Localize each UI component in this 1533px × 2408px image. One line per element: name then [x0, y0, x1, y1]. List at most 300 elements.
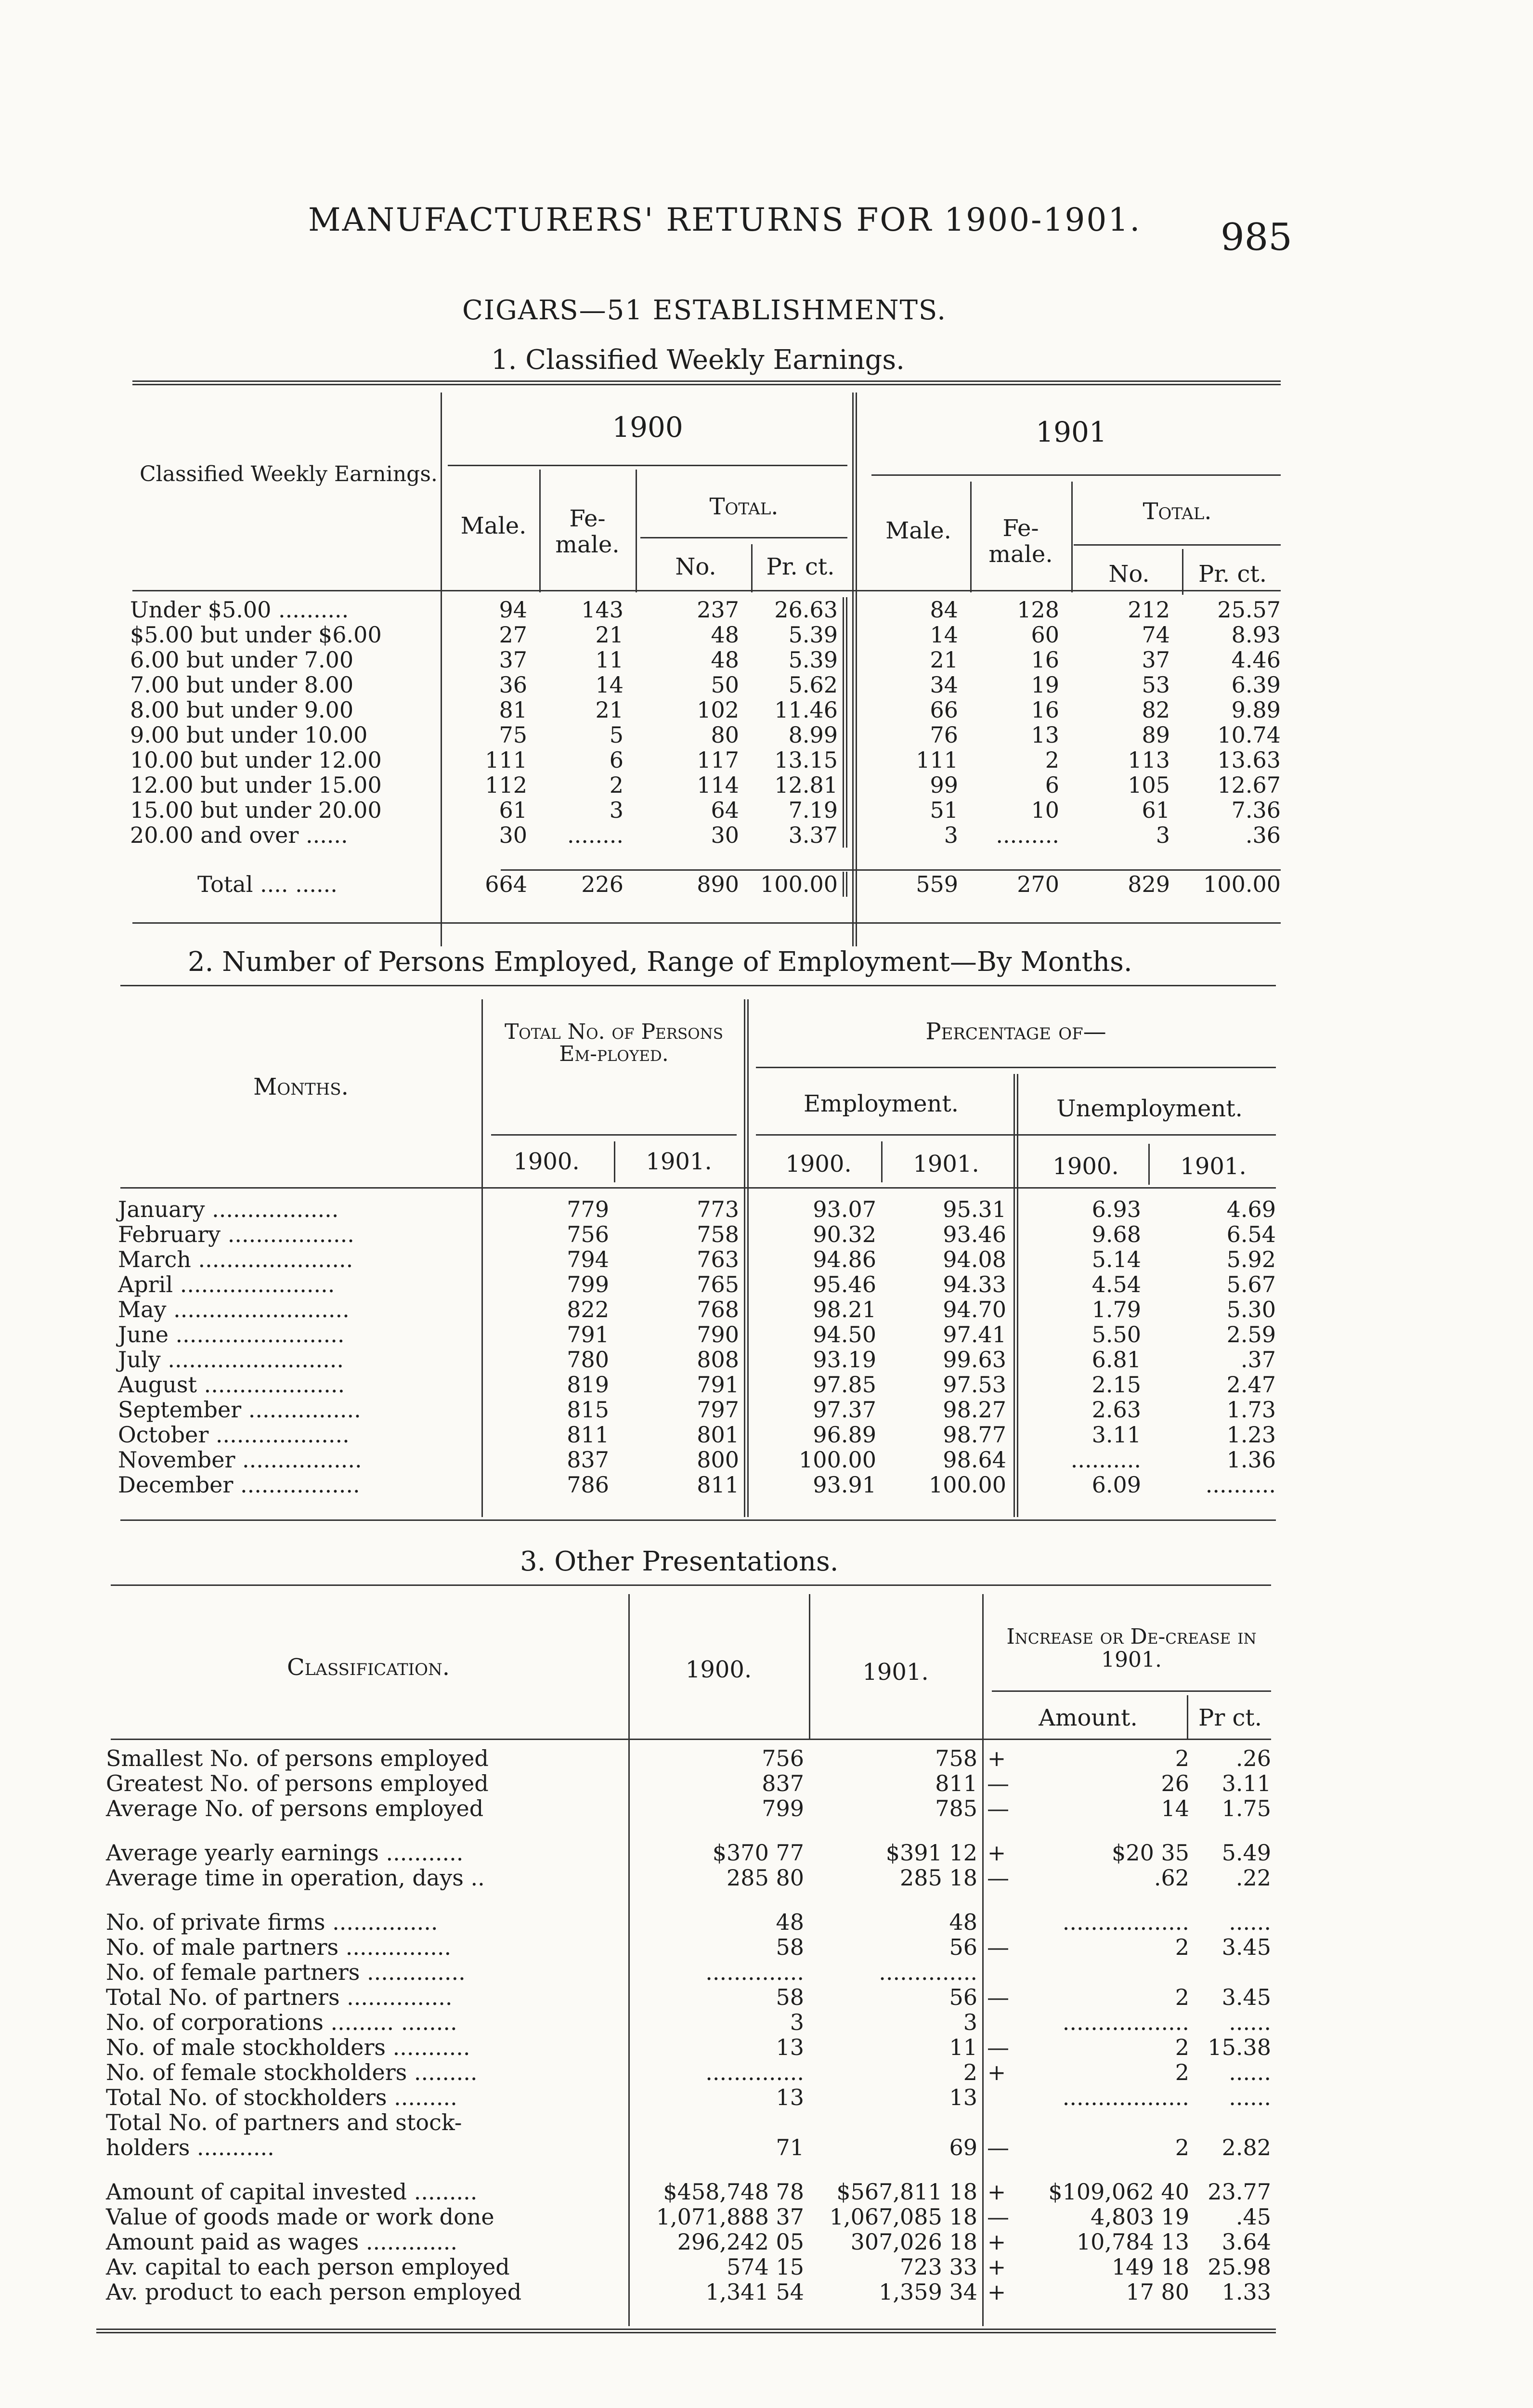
- table-cell: $458,748 78: [663, 2179, 804, 2204]
- table-row: [101, 2204, 1276, 2229]
- table-cell: 97.37: [813, 1397, 876, 1422]
- table-row: [101, 2085, 1276, 2110]
- table1-male-header: Male.: [885, 517, 951, 544]
- table-row: [101, 2010, 1276, 2035]
- table-row: [113, 1472, 1281, 1497]
- table2-stub-header: Months.: [253, 1073, 349, 1100]
- table3-1901-header: 1901.: [862, 1659, 929, 1686]
- table-cell: ..................: [1062, 2085, 1189, 2110]
- table-cell: 16: [1031, 647, 1059, 672]
- table-cell: 94.86: [813, 1247, 876, 1272]
- table-cell: 48: [711, 622, 739, 647]
- table-cell: 94.50: [813, 1322, 876, 1347]
- row-label: Av. product to each person employed: [106, 2279, 522, 2304]
- table-row: [101, 2179, 1276, 2204]
- table-cell: [1194, 1960, 1276, 1985]
- table2-unemployment-header: Unemployment.: [1056, 1095, 1243, 1122]
- table2-header-rule: [491, 1134, 737, 1136]
- table-cell: 97.85: [813, 1372, 876, 1397]
- table-cell: 21: [930, 647, 958, 672]
- table-cell: 768: [697, 1297, 739, 1322]
- table-cell: 89: [1142, 722, 1170, 747]
- table-cell: 758: [697, 1222, 739, 1247]
- table-cell: 237: [697, 597, 739, 622]
- table1-no-header: No.: [675, 553, 716, 580]
- row-label: Total .... ......: [197, 872, 338, 897]
- table-cell: 100.00: [799, 1447, 876, 1472]
- table-cell: 13: [1031, 722, 1059, 747]
- table-cell: 97.41: [943, 1322, 1006, 1347]
- table-cell: 791: [697, 1372, 739, 1397]
- table-cell: 105: [1128, 772, 1170, 798]
- table-cell: 34: [930, 672, 958, 697]
- table-cell: 10.74: [1217, 722, 1281, 747]
- row-label: 8.00 but under 9.00: [130, 697, 354, 722]
- table-cell: 13.63: [1217, 747, 1281, 772]
- table-cell: [1011, 1960, 1194, 1985]
- row-label: February ..................: [118, 1222, 354, 1247]
- table-cell: 785: [935, 1796, 977, 1821]
- table2-1900-header: 1900.: [513, 1148, 580, 1175]
- table1-year-1900: 1900: [612, 411, 683, 444]
- table1-header-rule: [448, 465, 847, 466]
- table-cell: 94.08: [943, 1247, 1006, 1272]
- row-label: Average No. of persons employed: [106, 1796, 484, 1821]
- sign-cell: —: [987, 1935, 1009, 1960]
- table-cell: 19: [1031, 672, 1059, 697]
- table-cell: .36: [1245, 823, 1281, 848]
- table-cell: 819: [567, 1372, 609, 1397]
- table-cell: 11.46: [744, 697, 845, 722]
- table1-top-rule: [132, 380, 1281, 385]
- table1-header-rule: [871, 474, 1281, 476]
- table-cell: 2: [1175, 1935, 1189, 1960]
- table1-body: [125, 597, 1286, 897]
- spacer-row: [101, 1821, 1276, 1840]
- sign-cell: [982, 1960, 1011, 1985]
- table-cell: 5: [609, 722, 624, 747]
- table-row: [113, 1447, 1281, 1472]
- table-cell: ......: [1229, 2010, 1271, 2035]
- table-cell: 14: [930, 622, 958, 647]
- table-row: [113, 1372, 1281, 1397]
- table-row: [113, 1247, 1281, 1272]
- table-cell: 7.36: [1231, 798, 1281, 823]
- table-cell: 4.46: [1231, 647, 1281, 672]
- table-row: [101, 2060, 1276, 2085]
- table-cell: 53: [1142, 672, 1170, 697]
- table-cell: ......: [1229, 2060, 1271, 2085]
- table-cell: 56: [949, 1985, 977, 2010]
- table-cell: 48: [711, 647, 739, 672]
- table-cell: 5.14: [1091, 1247, 1141, 1272]
- table-cell: 111: [485, 747, 527, 772]
- sign-cell: +: [987, 1746, 1006, 1771]
- table-cell: 64: [711, 798, 739, 823]
- table-cell: 94.70: [943, 1297, 1006, 1322]
- table-cell: 26: [1161, 1771, 1189, 1796]
- sign-cell: +: [987, 2179, 1006, 2204]
- table-row: [101, 1840, 1276, 1865]
- sign-cell: —: [987, 1985, 1009, 2010]
- table-cell: 111: [916, 747, 958, 772]
- table-row: [125, 722, 1286, 747]
- table-cell: 285 80: [727, 1865, 804, 1890]
- table-row: [113, 1197, 1281, 1222]
- table1-female-header: Fe-male.: [988, 515, 1053, 568]
- table-cell: 5.39: [744, 622, 845, 647]
- table-row: [125, 672, 1286, 697]
- table-cell: 4,803 19: [1091, 2204, 1189, 2229]
- table-cell: 6.09: [1091, 1472, 1141, 1497]
- table1-prct-header: Pr. ct.: [1198, 561, 1267, 588]
- table-cell: 756: [762, 1746, 804, 1771]
- table-cell: 2: [1175, 2035, 1189, 2060]
- table-cell: 11: [595, 647, 624, 672]
- table-cell: 11: [949, 2035, 977, 2060]
- table-cell: 3.64: [1221, 2229, 1271, 2254]
- table-cell: 3.11: [1091, 1422, 1141, 1447]
- table-cell: 15.38: [1208, 2035, 1271, 2060]
- table-cell: 5.62: [744, 672, 845, 697]
- table-cell: 3: [790, 2010, 804, 2035]
- table-row: [101, 2110, 1276, 2135]
- table3-title: 3. Other Presentations.: [520, 1546, 839, 1577]
- sign-cell: +: [987, 2279, 1006, 2304]
- row-label: January ..................: [118, 1197, 339, 1222]
- sign-cell: +: [987, 2060, 1006, 2085]
- table-cell: 1.75: [1221, 1796, 1271, 1821]
- row-label: Total No. of partners ...............: [106, 1985, 453, 2010]
- table2-header-rule: [756, 1134, 1276, 1136]
- sign-cell: —: [987, 1796, 1009, 1821]
- table-cell: 3: [609, 798, 624, 823]
- table-cell: 2: [609, 772, 624, 798]
- table-cell: 94.33: [943, 1272, 1006, 1297]
- table2-body: [113, 1197, 1281, 1497]
- row-label: April ......................: [118, 1272, 335, 1297]
- table1-header-divider: [1182, 549, 1183, 595]
- row-label: May .........................: [118, 1297, 350, 1322]
- table1-bottom-rule: [132, 922, 1281, 924]
- table-cell: 16: [1031, 697, 1059, 722]
- table1-header-divider: [970, 482, 972, 592]
- table-cell: 801: [697, 1422, 739, 1447]
- table1-title: 1. Classified Weekly Earnings.: [491, 344, 905, 376]
- table-cell: 890: [697, 872, 739, 897]
- table-cell: 81: [499, 697, 527, 722]
- table2-header-divider: [881, 1141, 883, 1182]
- table-cell: 75: [499, 722, 527, 747]
- sign-cell: [982, 1910, 1011, 1935]
- table1-header-rule: [640, 537, 847, 538]
- table-row: [125, 747, 1286, 772]
- table-cell: 3: [963, 2010, 977, 2035]
- table-cell: 837: [762, 1771, 804, 1796]
- table-cell: 26.63: [744, 597, 845, 622]
- table-cell: 811: [935, 1771, 977, 1796]
- sign-cell: +: [987, 2254, 1006, 2279]
- table-cell: 93.19: [813, 1347, 876, 1372]
- spacer-row: [125, 848, 1286, 872]
- table-cell: 61: [1142, 798, 1170, 823]
- sign-cell: —: [987, 2135, 1009, 2160]
- table-cell: 5.50: [1091, 1322, 1141, 1347]
- table-row: [125, 697, 1286, 722]
- table-cell: 285 18: [900, 1865, 977, 1890]
- table-row: [125, 823, 1286, 848]
- table-cell: 117: [697, 747, 739, 772]
- table-cell: 6: [1045, 772, 1059, 798]
- table3-amount-header: Amount.: [1039, 1704, 1138, 1731]
- row-label: 7.00 but under 8.00: [130, 672, 354, 697]
- table2-employment-header: Employment.: [803, 1090, 959, 1117]
- table-cell: ..............: [705, 1960, 804, 1985]
- table2-1901-header: 1901.: [1180, 1153, 1247, 1180]
- table-cell: 14: [595, 672, 624, 697]
- table-cell: 6.93: [1091, 1197, 1141, 1222]
- row-label: Under $5.00 ..........: [130, 597, 349, 622]
- row-label: June ........................: [118, 1322, 345, 1347]
- table-cell: .22: [1235, 1865, 1271, 1890]
- table3-body: [101, 1746, 1276, 2304]
- table-cell: [1194, 2110, 1276, 2135]
- row-label: August ....................: [118, 1372, 345, 1397]
- table-row: [101, 1771, 1276, 1796]
- table-cell: 1.23: [1226, 1422, 1276, 1447]
- sign-cell: +: [987, 1840, 1006, 1865]
- row-label: November .................: [118, 1447, 362, 1472]
- table-cell: 799: [762, 1796, 804, 1821]
- table-cell: 61: [499, 798, 527, 823]
- table-cell: 12.67: [1217, 772, 1281, 798]
- table-row: [113, 1297, 1281, 1322]
- row-label: Total No. of stockholders .........: [106, 2085, 457, 2110]
- table1-total-rule: [501, 869, 1281, 871]
- table3-header-divider: [1187, 1695, 1188, 1739]
- table-cell: [626, 2110, 809, 2135]
- table3-header-rule: [992, 1690, 1271, 1692]
- table2-title: 2. Number of Persons Employed, Range of Employment—By Months.: [188, 946, 1132, 978]
- row-label: 10.00 but under 12.00: [130, 747, 382, 772]
- table-row: [101, 2254, 1276, 2279]
- table3-header-bottom-rule: [111, 1739, 1271, 1740]
- table1-stub-header: Classified Weekly Earnings.: [140, 462, 438, 486]
- table-row: [113, 1422, 1281, 1447]
- table-cell: 93.07: [813, 1197, 876, 1222]
- table-cell: 143: [581, 597, 624, 622]
- sign-cell: [982, 2085, 1011, 2110]
- table-cell: 99: [930, 772, 958, 798]
- row-label: Av. capital to each person employed: [106, 2254, 510, 2279]
- table-cell: 48: [949, 1910, 977, 1935]
- table-cell: 95.31: [943, 1197, 1006, 1222]
- table-cell: 794: [567, 1247, 609, 1272]
- table2-bottom-rule: [120, 1519, 1276, 1521]
- table-cell: 3.11: [1221, 1771, 1271, 1796]
- table-row: [125, 647, 1286, 672]
- table-cell: 797: [697, 1397, 739, 1422]
- table-row: [101, 1865, 1276, 1890]
- table-cell: .........: [996, 823, 1059, 848]
- table-row: [101, 1910, 1276, 1935]
- table-cell: 5.67: [1226, 1272, 1276, 1297]
- table-cell: 6: [609, 747, 624, 772]
- table-cell: 69: [949, 2135, 977, 2160]
- spacer-row: [101, 1890, 1276, 1910]
- table-cell: 756: [567, 1222, 609, 1247]
- table-row: [101, 1960, 1276, 1985]
- row-label: Average yearly earnings ...........: [106, 1840, 464, 1865]
- table1-total-header: Total.: [1143, 498, 1212, 525]
- table-cell: $20 35: [1112, 1840, 1189, 1865]
- table-cell: ..........: [1205, 1472, 1276, 1497]
- row-label: Average time in operation, days ..: [106, 1865, 485, 1890]
- table2-1900-header: 1900.: [785, 1151, 852, 1178]
- table1-year-1901: 1901: [1036, 416, 1107, 448]
- row-label: No. of male stockholders ...........: [106, 2035, 470, 2060]
- row-label: Smallest No. of persons employed: [106, 1746, 489, 1771]
- table-cell: 5.49: [1221, 1840, 1271, 1865]
- table-cell: 90.32: [813, 1222, 876, 1247]
- table-cell: 76: [930, 722, 958, 747]
- table-cell: 37: [499, 647, 527, 672]
- table-cell: 8.99: [744, 722, 845, 747]
- page-number: 985: [1221, 216, 1292, 259]
- table-cell: 5.30: [1226, 1297, 1276, 1322]
- page-header-title: MANUFACTURERS' RETURNS FOR 1900-1901.: [308, 201, 1142, 238]
- table-cell: 98.64: [943, 1447, 1006, 1472]
- table3-header-divider: [809, 1594, 810, 1739]
- table-cell: 664: [485, 872, 527, 897]
- row-label: Greatest No. of persons employed: [106, 1771, 489, 1796]
- table-row: [101, 1796, 1276, 1821]
- table-cell: 4.54: [1091, 1272, 1141, 1297]
- table-row: [101, 2279, 1276, 2304]
- table-cell: 48: [776, 1910, 804, 1935]
- table-cell: $370 77: [712, 1840, 804, 1865]
- table-cell: 2.15: [1091, 1372, 1141, 1397]
- table-cell: 74: [1142, 622, 1170, 647]
- table-cell: 51: [930, 798, 958, 823]
- table-cell: 96.89: [813, 1422, 876, 1447]
- table-cell: 82: [1142, 697, 1170, 722]
- table-cell: 7.19: [744, 798, 845, 823]
- table-cell: 800: [697, 1447, 739, 1472]
- table-cell: 1.33: [1221, 2279, 1271, 2304]
- row-label: 20.00 and over ......: [130, 823, 348, 848]
- table-cell: 790: [697, 1322, 739, 1347]
- row-label: Total No. of partners and stock-: [106, 2110, 462, 2135]
- table-cell: 723 33: [900, 2254, 977, 2279]
- table-cell: 3: [1156, 823, 1170, 848]
- row-label: 9.00 but under 10.00: [130, 722, 368, 747]
- table-cell: ..................: [1062, 2010, 1189, 2035]
- table-cell: ..............: [705, 2060, 804, 2085]
- table-cell: 829: [1128, 872, 1170, 897]
- table-cell: 2.47: [1226, 1372, 1276, 1397]
- table-cell: 100.00: [744, 872, 845, 897]
- table-cell: 10,784 13: [1076, 2229, 1189, 2254]
- table-cell: 66: [930, 697, 958, 722]
- table-cell: 815: [567, 1397, 609, 1422]
- table-cell: 3.45: [1221, 1935, 1271, 1960]
- table-cell: 100.00: [1203, 872, 1281, 897]
- table-row: [125, 798, 1286, 823]
- table3-stub-header: Classification.: [287, 1654, 450, 1681]
- table-cell: 2.59: [1226, 1322, 1276, 1347]
- table-cell: 8.93: [1231, 622, 1281, 647]
- table-cell: 13: [776, 2035, 804, 2060]
- table1-header-divider: [751, 544, 753, 592]
- table-cell: 307,026 18: [850, 2229, 977, 2254]
- table-cell: 2: [1045, 747, 1059, 772]
- table-cell: 13.15: [744, 747, 845, 772]
- table1-header-rule: [1074, 544, 1281, 546]
- table-cell: 113: [1128, 747, 1170, 772]
- table2-1900-header: 1900.: [1052, 1153, 1119, 1180]
- table-cell: 94: [499, 597, 527, 622]
- table-cell: 4.69: [1226, 1197, 1276, 1222]
- row-label: March ......................: [118, 1247, 353, 1272]
- table-cell: .26: [1235, 1746, 1271, 1771]
- table-cell: 56: [949, 1935, 977, 1960]
- table-cell: 2: [1175, 2135, 1189, 2160]
- table-cell: 6.54: [1226, 1222, 1276, 1247]
- row-label: Value of goods made or work done: [106, 2204, 494, 2229]
- table-cell: 98.27: [943, 1397, 1006, 1422]
- table-cell: 2: [1175, 2060, 1189, 2085]
- table-cell: 758: [935, 1746, 977, 1771]
- table-cell: 17 80: [1126, 2279, 1189, 2304]
- table-cell: 773: [697, 1197, 739, 1222]
- table-cell: 1.79: [1091, 1297, 1141, 1322]
- table-row: [125, 772, 1286, 798]
- table-row: [113, 1347, 1281, 1372]
- table-cell: [1011, 2110, 1194, 2135]
- table-cell: 84: [930, 597, 958, 622]
- table-cell: ..........: [1070, 1447, 1141, 1472]
- table2-percentage-header: Percentage of—: [925, 1018, 1106, 1045]
- table1-header-divider: [636, 470, 637, 592]
- table-row: [113, 1397, 1281, 1422]
- row-label: No. of private firms ...............: [106, 1910, 438, 1935]
- table-cell: 30: [711, 823, 739, 848]
- table-cell: 1,071,888 37: [656, 2204, 804, 2229]
- table-cell: 791: [567, 1322, 609, 1347]
- table-cell: [809, 2110, 982, 2135]
- sign-cell: [982, 2010, 1011, 2035]
- table3-change-header: Increase or De-crease in 1901.: [1006, 1624, 1257, 1672]
- table-cell: 780: [567, 1347, 609, 1372]
- table-row: [101, 1985, 1276, 2010]
- table-cell: 93.46: [943, 1222, 1006, 1247]
- row-label: No. of female stockholders .........: [106, 2060, 478, 2085]
- table-cell: ......: [1229, 2085, 1271, 2110]
- table-cell: 98.77: [943, 1422, 1006, 1447]
- row-label: No. of corporations ......... ........: [106, 2010, 457, 2035]
- table1-header-divider: [539, 470, 541, 592]
- table-row: [101, 2135, 1276, 2160]
- table-cell: 93.91: [813, 1472, 876, 1497]
- row-label: July .........................: [118, 1347, 344, 1372]
- table-cell: 2: [1175, 1746, 1189, 1771]
- row-label: 15.00 but under 20.00: [130, 798, 382, 823]
- table-row: [125, 597, 1286, 622]
- table-cell: 58: [776, 1935, 804, 1960]
- table-cell: 58: [776, 1985, 804, 2010]
- table-cell: 2.63: [1091, 1397, 1141, 1422]
